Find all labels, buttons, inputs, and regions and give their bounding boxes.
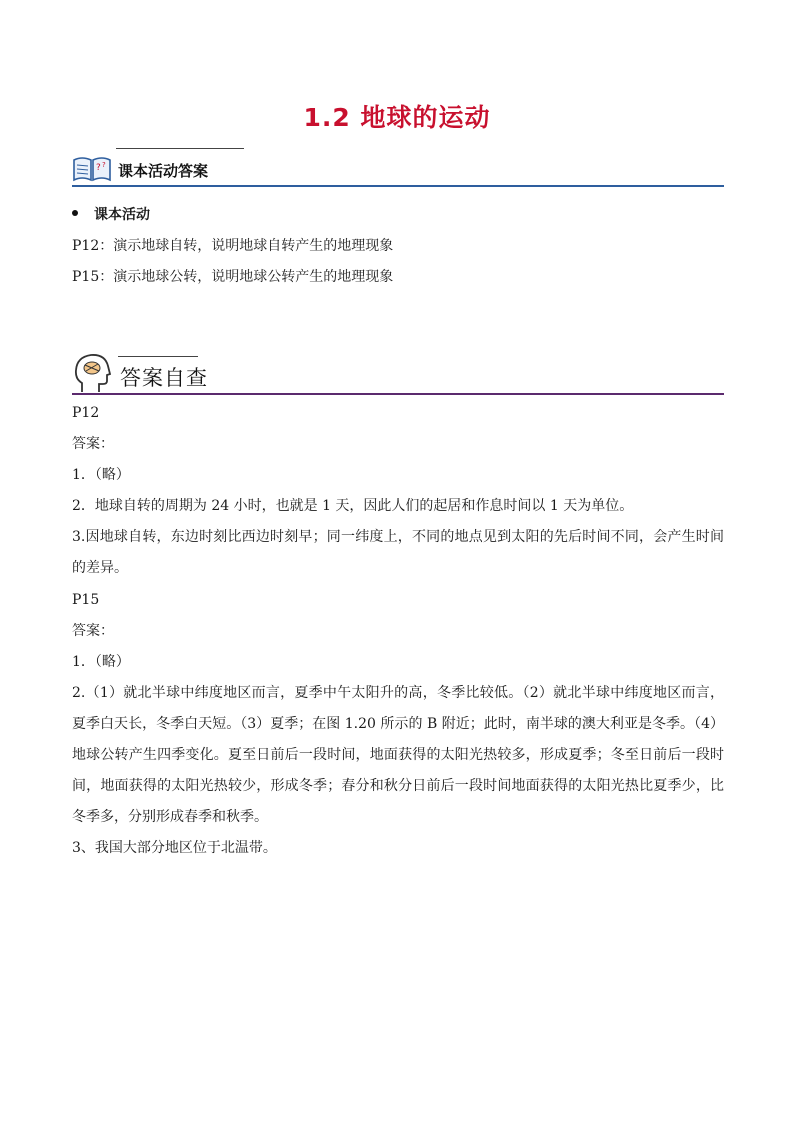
activity-line-p12: P12：演示地球自转，说明地球自转产生的地理现象 (72, 238, 394, 254)
section-header-answer-check (72, 348, 724, 398)
page-reference-label: P12 (72, 405, 100, 421)
page-title: 1.2 地球的运动 (303, 103, 491, 132)
bullet-label: 课本活动 (94, 207, 150, 223)
answer-item: 2.（1）就北半球中纬度地区而言，夏季中午太阳升的高，冬季比较低。（2）就北半球中纬度地区而言，夏季白天长，冬季白天短。（3）夏季；在图 1.20 所示的 B 附近；此时，南半球的澳大利亚是冬季。（4）地球公转产生四季变化。夏至日前后一段时间，地面获得的太阳光热较多，形成夏季；冬至日前后一段时间，地面获得的太阳光热较少，形成冬季；春分和秋分日前后一段时间地面获得的太阳光热比夏季少，比冬季多，分别形成春季和秋季。 (72, 685, 724, 825)
answer-item: 1．（略） (72, 467, 130, 483)
decorative-line (118, 356, 198, 357)
answer-item: 3.因地球自转，东边时刻比西边时刻早；同一纬度上，不同的地点见到太阳的先后时间不同，会产生时间的差异。 (72, 529, 724, 576)
decorative-line (116, 148, 244, 149)
page-reference-label: P15 (72, 592, 100, 608)
answer-item: 3、我国大部分地区位于北温带。 (72, 840, 277, 856)
section-rule (72, 185, 724, 187)
thinking-head-icon (72, 352, 114, 398)
section-rule (72, 393, 724, 395)
section-header-textbook-answers (72, 148, 724, 190)
list-item (72, 205, 150, 225)
section-heading: 课本活动答案 (118, 162, 209, 180)
p15-block (72, 585, 724, 864)
section-heading: 答案自查 (120, 366, 208, 390)
bullet-icon (72, 210, 78, 216)
open-book-icon (72, 154, 112, 188)
p12-block (72, 398, 724, 584)
answer-item: 1．（略） (72, 654, 130, 670)
activity-line-p15: P15：演示地球公转，说明地球公转产生的地理现象 (72, 269, 394, 285)
svg-text:?: ? (102, 161, 106, 169)
answer-label: 答案： (72, 623, 114, 639)
answer-item: 2．地球自转的周期为 24 小时，也就是 1 天，因此人们的起居和作息时间以 1 天为单位。 (72, 498, 634, 514)
answer-label: 答案： (72, 436, 114, 452)
svg-text:?: ? (96, 163, 101, 173)
